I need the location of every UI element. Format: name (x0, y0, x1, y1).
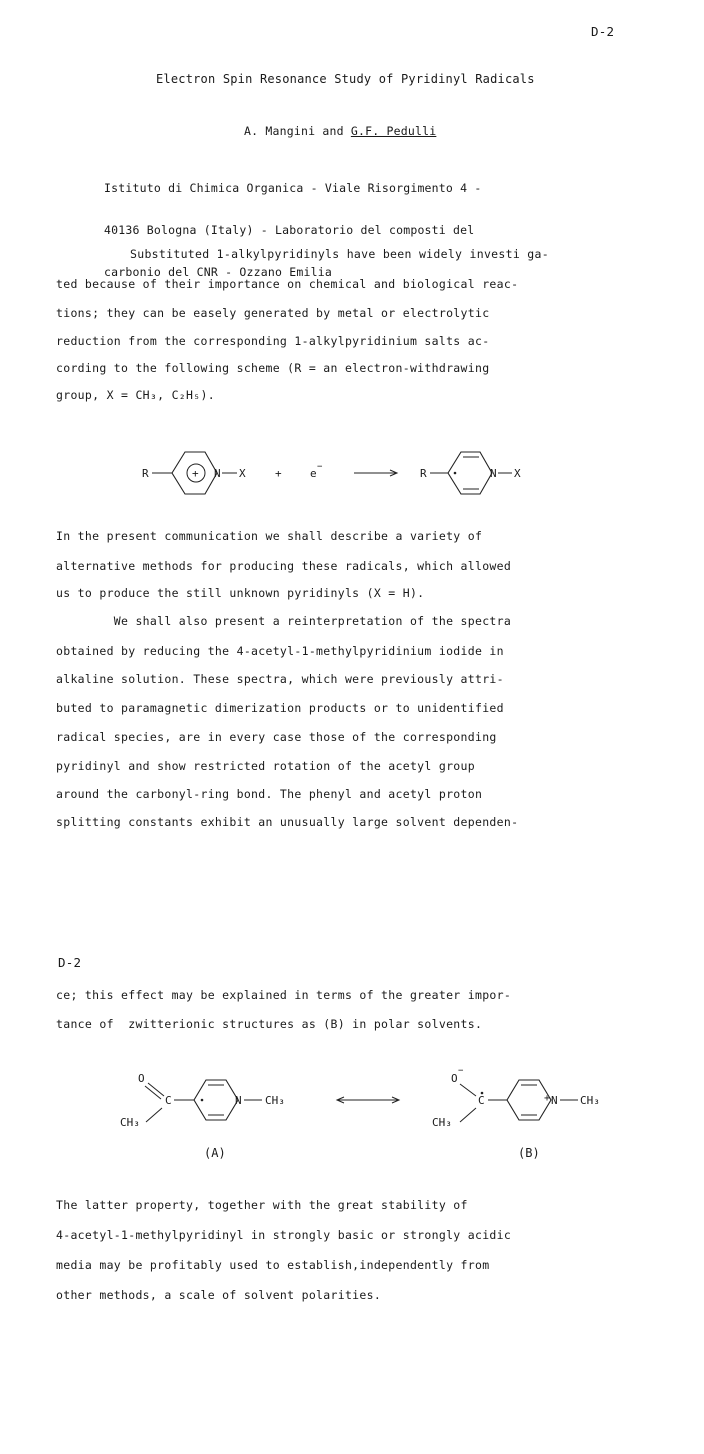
paragraph-2-line: In the present communication we shall describe a variety of (56, 529, 483, 543)
paper-title: Electron Spin Resonance Study of Pyridinyl Radicals (156, 72, 535, 86)
author-second: G.F. Pedulli (350, 124, 437, 138)
scheme1-electron: e (310, 467, 317, 480)
author-first: A. Mangini and (244, 124, 351, 138)
structure-a-label: (A) (204, 1146, 226, 1160)
paragraph-2-line: radical species, are in every case those of the corresponding (56, 730, 497, 744)
scheme2-a-nitrogen: N (235, 1094, 242, 1107)
affiliation-line: 40136 Bologna (Italy) - Laboratorio del composti del (104, 223, 475, 237)
paragraph-2-line: pyridinyl and show restricted rotation of the acetyl group (56, 759, 475, 773)
scheme1-n-left: N (214, 467, 221, 480)
reaction-scheme-1 (130, 440, 550, 510)
page-label-top: D-2 (591, 24, 615, 39)
paragraph-1-line: reduction from the corresponding 1-alkylpyridinium salts ac- (56, 334, 490, 348)
paragraph-3-line: ce; this effect may be explained in terms of the greater impor- (56, 988, 512, 1002)
paragraph-1-line: Substituted 1-alkylpyridinyls have been widely investi ga- (130, 247, 549, 261)
scheme2-a-ch3-right: CH₃ (265, 1094, 285, 1107)
paragraph-2-line: obtained by reducing the 4-acetyl-1-methylpyridinium iodide in (56, 644, 504, 658)
scheme1-x-right: X (514, 467, 521, 480)
paragraph-1-line: group, X = CH₃, C₂H₅). (56, 388, 215, 402)
paragraph-2-line: us to produce the still unknown pyridinyls (X = H). (56, 586, 425, 600)
scheme2-a-carbon: C (165, 1094, 172, 1107)
affiliation (104, 153, 482, 293)
scheme2-b-nitrogen: N (551, 1094, 558, 1107)
paragraph-4-line: other methods, a scale of solvent polarities. (56, 1288, 382, 1302)
scheme2-b-oxygen-charge: − (458, 1066, 464, 1076)
paragraph-2-line: alternative methods for producing these radicals, which allowed (56, 559, 512, 573)
resonance-scheme-2 (110, 1060, 620, 1170)
scheme2-a-oxygen: O (138, 1072, 145, 1085)
page-label-bottom: D-2 (58, 955, 82, 970)
affiliation-line: carbonio del CNR - Ozzano Emilia (104, 265, 332, 279)
scheme1-x-left: X (239, 467, 246, 480)
paragraph-2-line: alkaline solution. These spectra, which were previously attri- (56, 672, 504, 686)
affiliation-line: Istituto di Chimica Organica - Viale Risorgimento 4 - (104, 181, 482, 195)
scheme2-b-ch3-right: CH₃ (580, 1094, 600, 1107)
structure-b-label: (B) (518, 1146, 540, 1160)
scheme1-r-right: R (420, 467, 427, 480)
scheme1-electron-charge: − (317, 462, 323, 472)
paragraph-3-line: tance of zwitterionic structures as (B) in polar solvents. (56, 1017, 483, 1031)
scheme2-b-carbon: C (478, 1094, 485, 1107)
scheme2-b-ch3-low: CH₃ (432, 1116, 452, 1129)
scheme2-b-nitrogen-charge: + (544, 1093, 551, 1104)
paragraph-2-line: around the carbonyl-ring bond. The phenyl and acetyl proton (56, 787, 483, 801)
scheme1-r-left: R (142, 467, 149, 480)
paragraph-4-line: media may be profitably used to establish,independently from (56, 1258, 490, 1272)
paragraph-4-line: 4-acetyl-1-methylpyridinyl in strongly basic or strongly acidic (56, 1228, 512, 1242)
paragraph-1-line: ted because of their importance on chemical and biological reac- (56, 277, 519, 291)
scheme1-n-right: N (490, 467, 497, 480)
paragraph-2-line: splitting constants exhibit an unusually large solvent dependen- (56, 815, 519, 829)
scheme1-plus: + (275, 467, 282, 480)
paragraph-4-line: The latter property, together with the great stability of (56, 1198, 468, 1212)
paragraph-1-line: cording to the following scheme (R = an electron-withdrawing (56, 361, 490, 375)
author-line (244, 124, 436, 138)
scheme2-a-ch3-low: CH₃ (120, 1116, 140, 1129)
paragraph-2-line: We shall also present a reinterpretation of the spectra (56, 614, 512, 628)
scheme2-b-oxygen: O (451, 1072, 458, 1085)
paragraph-1-line: tions; they can be easely generated by metal or electrolytic (56, 306, 490, 320)
paragraph-2-line: buted to paramagnetic dimerization products or to unidentified (56, 701, 504, 715)
scheme1-plus-sign: + (192, 467, 199, 480)
